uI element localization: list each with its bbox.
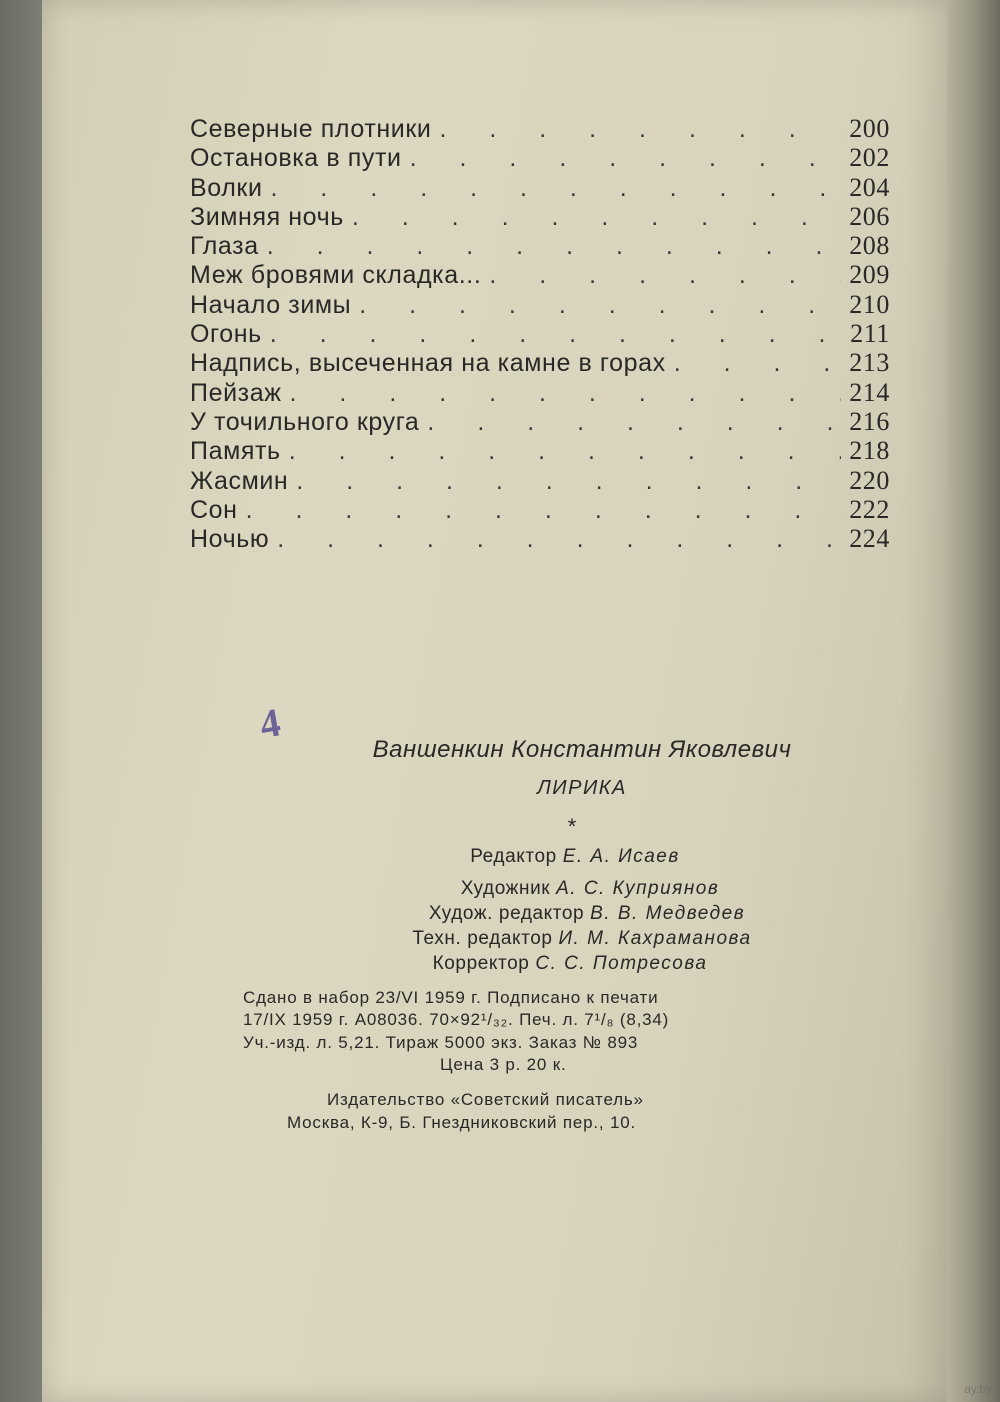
toc-entry bbox=[190, 436, 890, 465]
credit-role: Художник bbox=[460, 878, 551, 899]
toc-entry-page: 222 bbox=[849, 494, 890, 524]
toc-entry-title: Зимняя ночь bbox=[190, 202, 344, 231]
toc-entry bbox=[190, 143, 890, 172]
credit-role: Техн. редактор bbox=[412, 928, 553, 949]
toc-entry bbox=[190, 407, 890, 436]
author-name: Ваншенкин Константин Яковлевич bbox=[372, 736, 792, 763]
toc-entry-page: 211 bbox=[850, 319, 890, 349]
toc-entry bbox=[190, 348, 890, 377]
toc-entry bbox=[190, 260, 890, 289]
toc-leader-dots bbox=[270, 320, 842, 349]
toc-entry-title: Ночью bbox=[190, 525, 270, 554]
toc-entry-title: Глаза bbox=[190, 232, 259, 261]
toc-entry bbox=[190, 495, 890, 524]
toc-leader-dots bbox=[267, 232, 841, 261]
credit-name: И. М. Кахраманова bbox=[558, 928, 752, 949]
watermark: ay.by bbox=[964, 1382, 992, 1396]
toc-entry-title: Надпись, высеченная на камне в горах bbox=[190, 349, 666, 378]
toc-entry-page: 216 bbox=[849, 406, 890, 436]
credit-role: Худож. редактор bbox=[428, 903, 585, 924]
toc-entry bbox=[190, 319, 890, 348]
toc-entry-page: 214 bbox=[849, 377, 890, 407]
print-info-line: Уч.-изд. л. 5,21. Тираж 5000 экз. Заказ № 893 bbox=[243, 1033, 639, 1052]
print-info-line: 17/IX 1959 г. А08036. 70×92¹/₃₂. Печ. л. 7¹/₈ (8,34) bbox=[243, 1010, 670, 1029]
credit-tech-editor bbox=[202, 928, 962, 950]
toc-leader-dots bbox=[359, 291, 841, 320]
toc-entry-title: Меж бровями складка... bbox=[190, 261, 482, 290]
toc-leader-dots bbox=[674, 349, 841, 378]
price-line: Цена 3 р. 20 к. bbox=[440, 1055, 567, 1074]
toc-entry-title: Память bbox=[190, 437, 281, 466]
credit-name: А. С. Куприянов bbox=[556, 878, 720, 899]
toc-entry-page: 204 bbox=[849, 172, 890, 202]
credit-editor bbox=[195, 846, 955, 868]
print-info-line: Сдано в набор 23/VI 1959 г. Подписано к печати bbox=[243, 988, 659, 1007]
credit-role: Редактор bbox=[470, 846, 557, 867]
toc-entry-page: 218 bbox=[849, 436, 890, 466]
toc-leader-dots bbox=[246, 496, 842, 525]
credit-art-editor bbox=[207, 903, 967, 925]
toc-entry-title: Начало зимы bbox=[190, 290, 352, 319]
credit-name: Е. А. Исаев bbox=[562, 846, 680, 867]
toc-entry-title: Огонь bbox=[190, 320, 262, 349]
book-title: ЛИРИКА bbox=[537, 777, 627, 799]
toc-entry bbox=[190, 173, 890, 202]
credit-name: С. С. Потресова bbox=[535, 953, 708, 974]
toc-entry-page: 200 bbox=[849, 114, 890, 143]
toc-entry-title: Северные плотники bbox=[190, 115, 432, 143]
toc-entry-page: 206 bbox=[849, 201, 890, 231]
publisher-name: Издательство «Советский писатель» bbox=[327, 1090, 644, 1109]
toc-entry bbox=[190, 290, 890, 319]
credit-role: Корректор bbox=[432, 953, 530, 974]
toc-entry-page: 210 bbox=[849, 289, 890, 319]
toc-entry-page: 208 bbox=[849, 231, 890, 261]
toc-entry-title: Жасмин bbox=[190, 466, 289, 495]
publisher-address: Москва, К-9, Б. Гнездниковский пер., 10. bbox=[287, 1113, 636, 1132]
toc-entry bbox=[190, 202, 890, 231]
credit-artist bbox=[210, 878, 970, 900]
toc-entry-title: У точильного круга bbox=[190, 407, 420, 436]
toc-entry bbox=[190, 114, 890, 143]
book-page bbox=[42, 0, 947, 1402]
asterisk-divider: * bbox=[567, 814, 577, 839]
toc-entry-page: 220 bbox=[849, 465, 890, 495]
toc-leader-dots bbox=[290, 379, 842, 408]
toc-leader-dots bbox=[489, 261, 841, 290]
library-stamp: 4 bbox=[256, 699, 284, 748]
toc-leader-dots bbox=[271, 174, 842, 203]
credit-proofreader bbox=[190, 953, 950, 975]
toc-leader-dots bbox=[352, 203, 841, 232]
toc-entry-page: 202 bbox=[849, 143, 890, 173]
toc-entry bbox=[190, 231, 890, 260]
toc-entry bbox=[190, 524, 890, 553]
toc-entry-title: Остановка в пути bbox=[190, 144, 402, 173]
toc-entry-page: 213 bbox=[849, 348, 890, 378]
toc-leader-dots bbox=[277, 525, 841, 554]
toc-entry bbox=[190, 466, 890, 495]
toc-leader-dots bbox=[410, 144, 842, 173]
toc-leader-dots bbox=[439, 115, 841, 144]
toc-leader-dots bbox=[427, 408, 841, 437]
toc-entry-page: 224 bbox=[849, 524, 890, 554]
table-of-contents bbox=[190, 114, 890, 553]
credit-name: В. В. Медведев bbox=[590, 903, 746, 924]
toc-entry-title: Волки bbox=[190, 173, 263, 202]
toc-entry-page: 209 bbox=[849, 260, 890, 290]
toc-leader-dots bbox=[296, 467, 841, 496]
toc-leader-dots bbox=[289, 437, 842, 466]
toc-entry bbox=[190, 378, 890, 407]
toc-entry-title: Сон bbox=[190, 495, 238, 524]
toc-entry-title: Пейзаж bbox=[190, 378, 282, 407]
